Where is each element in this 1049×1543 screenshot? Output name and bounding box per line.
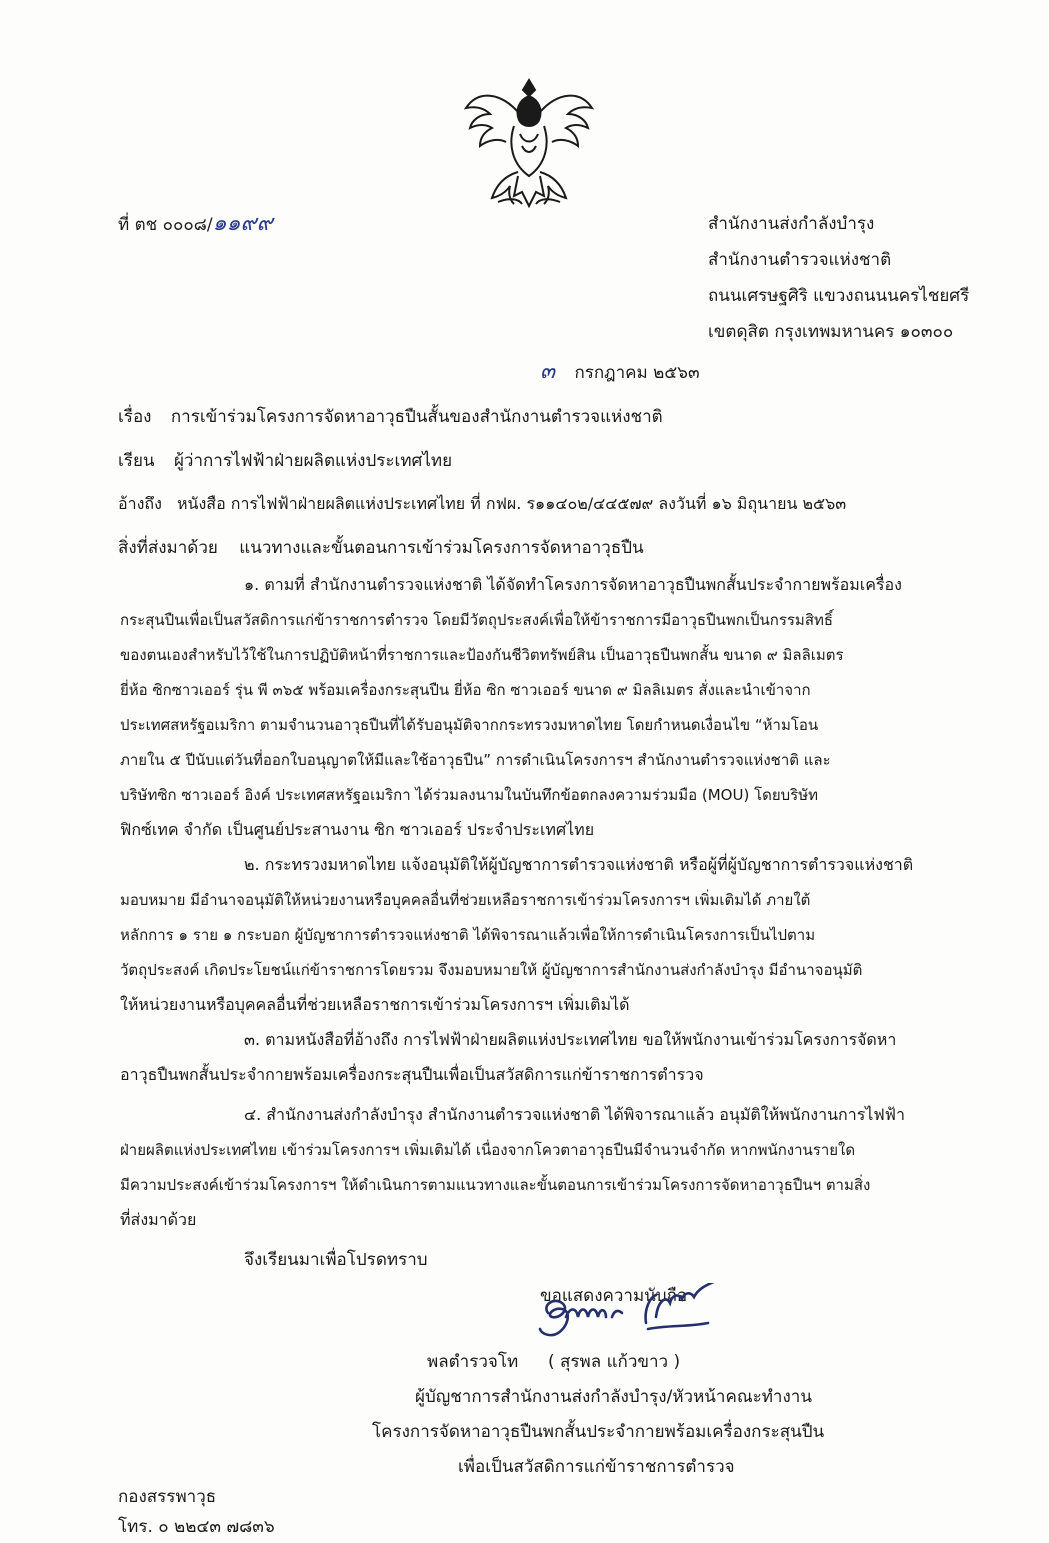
doc-number-prefix: ที่ ตช ๐๐๐๘/ bbox=[118, 215, 213, 235]
subject-text: การเข้าร่วมโครงการจัดหาอาวุธปืนสั้นของสำนักงานตำรวจแห่งชาติ bbox=[170, 407, 663, 427]
sender-line-4: เขตดุสิต กรุงเทพมหานคร ๑๐๓๐๐ bbox=[708, 322, 954, 342]
paragraph-1-line-4: ยี่ห้อ ซิกซาวเออร์ รุ่น พี ๓๖๕ พร้อมเครื่องกระสุนปืน ยี่ห้อ ซิก ซาวเออร์ ขนาด ๙ มิลลิเมตร สั่งและนำเข้าจาก bbox=[120, 681, 811, 699]
paragraph-1-line-2: กระสุนปืนเพื่อเป็นสวัสดิการแก่ข้าราชการตำรวจ โดยมีวัตถุประสงค์เพื่อให้ข้าราชการมีอาวุธปืนพกเป็นกรรมสิทธิ์ bbox=[120, 611, 834, 629]
paragraph-2-line-2: มอบหมาย มีอำนาจอนุมัติให้หน่วยงานหรือบุคคลอื่นที่ช่วยเหลือราชการเข้าร่วมโครงการฯ เพิ่มเติมได้ ภายใต้ bbox=[120, 891, 811, 909]
letter-date bbox=[540, 360, 700, 385]
to-label: เรียน bbox=[118, 451, 155, 471]
subject-label: เรื่อง bbox=[118, 407, 152, 427]
sender-line-1: สำนักงานส่งกำลังบำรุง bbox=[708, 214, 875, 234]
garuda-emblem-icon bbox=[458, 72, 600, 217]
reference-text: หนังสือ การไฟฟ้าฝ่ายผลิตแห่งประเทศไทย ที่ กฟผ. ร๑๑๔๐๒/๔๔๕๗๙ ลงวันที่ ๑๖ มิถุนายน ๒๕๖๓ bbox=[177, 494, 847, 513]
doc-number-handwritten: ๑๑๙๙ bbox=[212, 211, 273, 236]
paragraph-1-line-3: ของตนเองสำหรับไว้ใช้ในการปฏิบัติหน้าที่ราชการและป้องกันชีวิตทรัพย์สิน เป็นอาวุธปืนพกสั้น ขนาด ๙ มิลลิเมตร bbox=[120, 646, 844, 664]
paragraph-3-line-2: อาวุธปืนพกสั้นประจำกายพร้อมเครื่องกระสุนปืนเพื่อเป็นสวัสดิการแก่ข้าราชการตำรวจ bbox=[120, 1065, 704, 1084]
signer-title-line-1: ผู้บัญชาการสำนักงานส่งกำลังบำรุง/หัวหน้าคณะทำงาน bbox=[415, 1387, 812, 1407]
paragraph-1-line-5: ประเทศสหรัฐอเมริกา ตามจำนวนอาวุธปืนที่ได้รับอนุมัติจากกระทรวงมหาดไทย โดยกำหนดเงื่อนไข “ห้ามโอน bbox=[120, 716, 819, 734]
paragraph-1-line-7: บริษัทซิก ซาวเออร์ อิงค์ ประเทศสหรัฐอเมริกา ได้ร่วมลงนามในบันทึกข้อตกลงความร่วมมือ (MOU) โดยบริษัท bbox=[120, 786, 819, 804]
signer-title-line-2: โครงการจัดหาอาวุธปืนพกสั้นประจำกายพร้อมเครื่องกระสุนปืน bbox=[372, 1422, 825, 1442]
doc-number bbox=[118, 212, 273, 237]
subject-row bbox=[118, 405, 663, 429]
enclosure-text: แนวทางและขั้นตอนการเข้าร่วมโครงการจัดหาอาวุธปืน bbox=[239, 538, 644, 558]
paragraph-4-line-2: ฝ่ายผลิตแห่งประเทศไทย เข้าร่วมโครงการฯ เพิ่มเติมได้ เนื่องจากโควตาอาวุธปืนมีจำนวนจำกัด หากพนักงานรายใด bbox=[120, 1141, 856, 1159]
paragraph-2-line-5: ให้หน่วยงานหรือบุคคลอื่นที่ช่วยเหลือราชการเข้าร่วมโครงการฯ เพิ่มเติมได้ bbox=[120, 995, 630, 1014]
to-row bbox=[118, 449, 452, 473]
phone-number: โทร. ๐ ๒๒๔๓ ๗๘๓๖ bbox=[118, 1517, 275, 1537]
paragraph-2-line-1: ๒. กระทรวงมหาดไทย แจ้งอนุมัติให้ผู้บัญชาการตำรวจแห่งชาติ หรือผู้ที่ผู้บัญชาการตำรวจแห่งชาติ bbox=[244, 855, 914, 874]
paragraph-4-line-3: มีความประสงค์เข้าร่วมโครงการฯ ให้ดำเนินการตามแนวทางและขั้นตอนการเข้าร่วมโครงการจัดหาอาวุธปืนฯ ตามสิ่ง bbox=[120, 1176, 871, 1194]
date-month-year: กรกฎาคม ๒๕๖๓ bbox=[574, 363, 700, 383]
division-name: กองสรรพาวุธ bbox=[118, 1487, 217, 1507]
signer-rank: พลตำรวจโท bbox=[427, 1352, 519, 1372]
paragraph-1-line-8: ฟิกซ์เทค จำกัด เป็นศูนย์ประสานงาน ซิก ซาวเออร์ ประจำประเทศไทย bbox=[120, 820, 595, 839]
paragraph-2-line-3: หลักการ ๑ ราย ๑ กระบอก ผู้บัญชาการตำรวจแห่งชาติ ได้พิจารณาแล้วเพื่อให้การดำเนินโครงการเป็นไปตาม bbox=[120, 926, 816, 944]
paragraph-1-line-6: ภายใน ๕ ปีนับแต่วันที่ออกใบอนุญาตให้มีและใช้อาวุธปืน” การดำเนินโครงการฯ สำนักงานตำรวจแห่งชาติ และ bbox=[120, 751, 831, 769]
closing-text: จึงเรียนมาเพื่อโปรดทราบ bbox=[244, 1250, 428, 1270]
signer-title-line-3: เพื่อเป็นสวัสดิการแก่ข้าราชการตำรวจ bbox=[458, 1457, 735, 1477]
enclosure-row bbox=[118, 536, 644, 560]
paragraph-4-line-4: ที่ส่งมาด้วย bbox=[120, 1210, 197, 1229]
paragraph-1-line-1: ๑. ตามที่ สำนักงานตำรวจแห่งชาติ ได้จัดทำโครงการจัดหาอาวุธปืนพกสั้นประจำกายพร้อมเครื่อง bbox=[244, 575, 902, 594]
paragraph-2-line-4: วัตถุประสงค์ เกิดประโยชน์แก่ข้าราชการโดยรวม จึงมอบหมายให้ ผู้บัญชาการสำนักงานส่งกำลังบำรุง มีอำนาจอนุมัติ bbox=[120, 961, 863, 979]
to-text: ผู้ว่าการไฟฟ้าฝ่ายผลิตแห่งประเทศไทย bbox=[173, 451, 453, 471]
paragraph-3-line-1: ๓. ตามหนังสือที่อ้างถึง การไฟฟ้าฝ่ายผลิตแห่งประเทศไทย ขอให้พนักงานเข้าร่วมโครงการจัดหา bbox=[244, 1030, 897, 1049]
date-day-handwritten: ๓ bbox=[540, 359, 556, 384]
reference-label: อ้างถึง bbox=[118, 494, 162, 513]
regards-text: ขอแสดงความนับถือ bbox=[540, 1286, 688, 1306]
paragraph-4-line-1: ๔. สำนักงานส่งกำลังบำรุง สำนักงานตำรวจแห่งชาติ ได้พิจารณาแล้ว อนุมัติให้พนักงานการไฟฟ้า bbox=[244, 1105, 905, 1124]
sender-line-2: สำนักงานตำรวจแห่งชาติ bbox=[708, 250, 892, 270]
enclosure-label: สิ่งที่ส่งมาด้วย bbox=[118, 538, 218, 558]
sender-line-3: ถนนเศรษฐศิริ แขวงถนนนครไชยศรี bbox=[708, 286, 970, 306]
reference-row bbox=[118, 492, 846, 516]
signer-name: ( สุรพล แก้วขาว ) bbox=[548, 1352, 681, 1372]
signature-icon bbox=[530, 1283, 750, 1343]
